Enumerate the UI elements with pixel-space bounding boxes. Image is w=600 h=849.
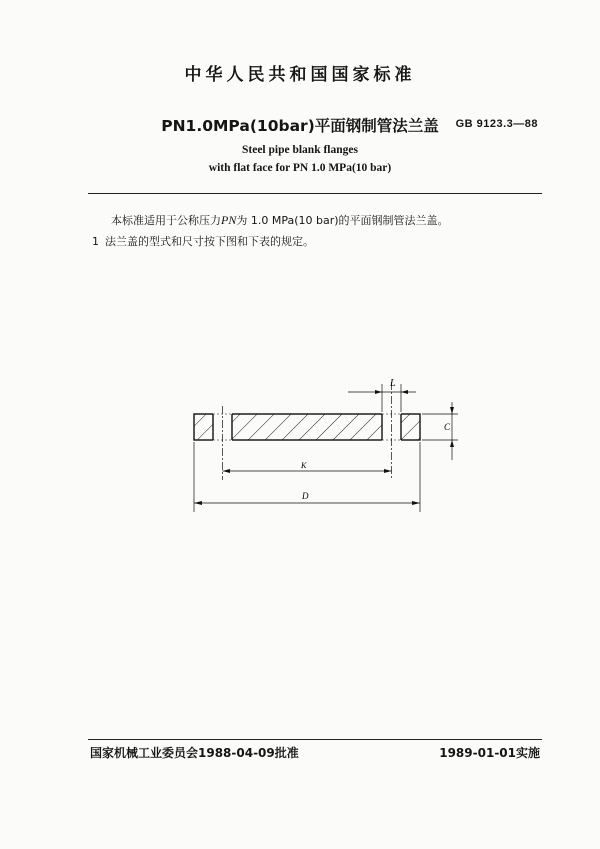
dimension-d bbox=[194, 442, 420, 512]
dimension-l bbox=[348, 378, 416, 412]
dimension-k bbox=[223, 461, 392, 473]
section-1-text: 法兰盖的型式和尺寸按下图和下表的规定。 bbox=[105, 235, 314, 248]
english-title-line2: with flat face for PN 1.0 MPa(10 bar) bbox=[208, 162, 392, 174]
section-1 bbox=[92, 233, 314, 249]
label-l: L bbox=[390, 378, 396, 389]
standard-code: GB 9123.3—88 bbox=[455, 118, 538, 130]
intro-pn-symbol: PN bbox=[221, 213, 237, 227]
label-k: K bbox=[301, 461, 307, 470]
document-title: PN1.0MPa(10bar)平面钢制管法兰盖 bbox=[161, 117, 439, 135]
dimension-c bbox=[422, 402, 458, 460]
label-c: C bbox=[444, 422, 451, 432]
intro-text-after: 为 1.0 MPa(10 bar)的平面钢制管法兰盖。 bbox=[236, 214, 449, 227]
english-title-line1: Steel pipe blank flanges bbox=[242, 144, 358, 156]
approval-note: 国家机械工业委员会1988-04-09批准 bbox=[90, 746, 299, 760]
intro-text-before: 本标准适用于公称压力 bbox=[111, 214, 221, 227]
flange-section bbox=[194, 382, 420, 480]
label-d: D bbox=[302, 491, 309, 501]
intro-paragraph bbox=[111, 212, 449, 228]
header-rule bbox=[88, 193, 542, 194]
flange-drawing bbox=[180, 372, 470, 522]
footer-rule bbox=[88, 739, 542, 740]
national-standard-heading: 中华人民共和国国家标准 bbox=[184, 65, 416, 85]
implementation-date: 1989-01-01实施 bbox=[439, 746, 540, 760]
section-1-number: 1 bbox=[92, 235, 99, 248]
